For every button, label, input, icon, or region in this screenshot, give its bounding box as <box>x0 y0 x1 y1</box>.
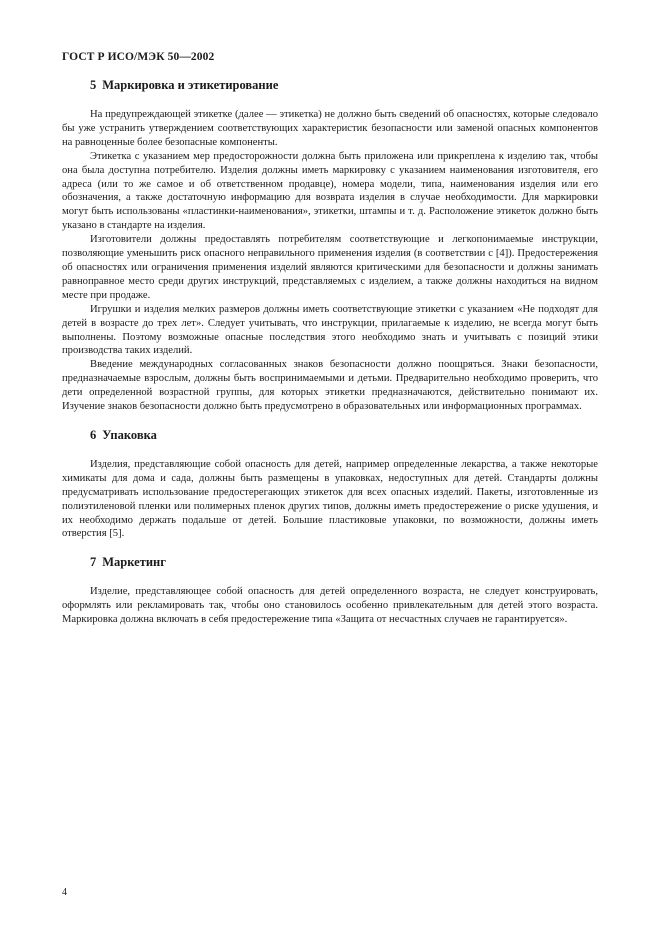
paragraph: Изделие, представляющее собой опасность для детей определенного возраста, не следует конструировать, оформлять или рекламировать так, чтобы оно становилось особенно привлекательным для детей этого возраста. Маркировка должна включать в себя предостережение типа «Защита от несчастных случаев не гарантируется». <box>62 586 598 626</box>
paragraph: На предупреждающей этикетке (далее — этикетка) не должно быть сведений об опасностях, которые следовало бы уже устранить утверждением соответствующих характеристик безопасности или заменой опасных компонентов на равноценные более безопасные компоненты. <box>62 109 598 148</box>
section-marketing <box>62 555 598 627</box>
paragraph: Этикетка с указанием мер предосторожности должна быть приложена или прикреплена к изделию так, чтобы она была доступна потребителю. Изделия должны иметь маркировку с указанием наименования изготовителя, его адреса (или то же самое и об ответственном продавце), номера модели, типа, наименования изделия или его обозначения, а также достаточную информацию для возврата изделия в случае необходимости. Для маркировки могут быть использованы «пластинки-наименования», этикетки, штампы и т. д. Расположение этикеток должно быть указано в стандарте на изделия. <box>62 150 598 232</box>
section-marking-labeling <box>62 78 598 414</box>
section-title: Упаковка <box>102 427 157 442</box>
page-number: 4 <box>62 887 67 898</box>
section-packaging <box>62 428 598 541</box>
section-heading <box>90 555 598 569</box>
paragraph: Введение международных согласованных знаков безопасности должно поощряться. Знаки безопасности, предназначаемые взрослым, должны быть воспринимаемыми и детьми. Предварительно необходимо проверить, что дети определенной возрастной группы, для которых этикетки предназначаются, действительно понимают их. Изучение знаков безопасности должно быть предусмотрено в образовательных или информационных программах. <box>62 359 598 413</box>
section-title: Маркетинг <box>102 555 166 570</box>
document-body <box>62 78 598 627</box>
section-title: Маркировка и этикетирование <box>102 78 279 92</box>
document-header: ГОСТ Р ИСО/МЭК 50—2002 <box>62 51 215 63</box>
paragraph: Изделия, представляющие собой опасность для детей, например определенные лекарства, а также некоторые химикаты для дома и сада, должны быть размещены в упаковках, недоступных для детей. Стандарты должны предусматривать использование предостерегающих этикеток для всех опасных изделий. Пакеты, изготовленные из полиэтиленовой пленки или полимерных пленок других типов, должны иметь предостережение о риске удушения, и их необходимо держать подальше от детей. Большие пластиковые упаковки, по возможности, должны иметь отверстия [5]. <box>62 458 598 540</box>
section-number: 7 <box>90 555 97 570</box>
section-heading <box>90 428 598 442</box>
section-heading <box>90 78 598 92</box>
paragraph: Игрушки и изделия мелких размеров должны иметь соответствующие этикетки с указанием «Не подходят для детей в возрасте до трех лет». Следует учитывать, что инструкции, прилагаемые к изделию, не всегда могут быть выполнены. Поэтому возможные опасные последствия этого необходимо знать и учитывать с позиций этики производства таких изделий. <box>62 303 598 357</box>
paragraph: Изготовители должны предоставлять потребителям соответствующие и легкопонимаемые инструкции, позволяющие уменьшить риск опасного неправильного применения изделия (в соответствии с [4]). Предостережения об опасностях или ограничения применения изделий являются критическими для безопасности и должны занимать равноправное место среди других инструкций, представляемых с изделием, а также должны находиться на видном месте при продаже. <box>62 234 598 301</box>
section-number: 5 <box>90 78 97 92</box>
section-number: 6 <box>90 427 97 442</box>
